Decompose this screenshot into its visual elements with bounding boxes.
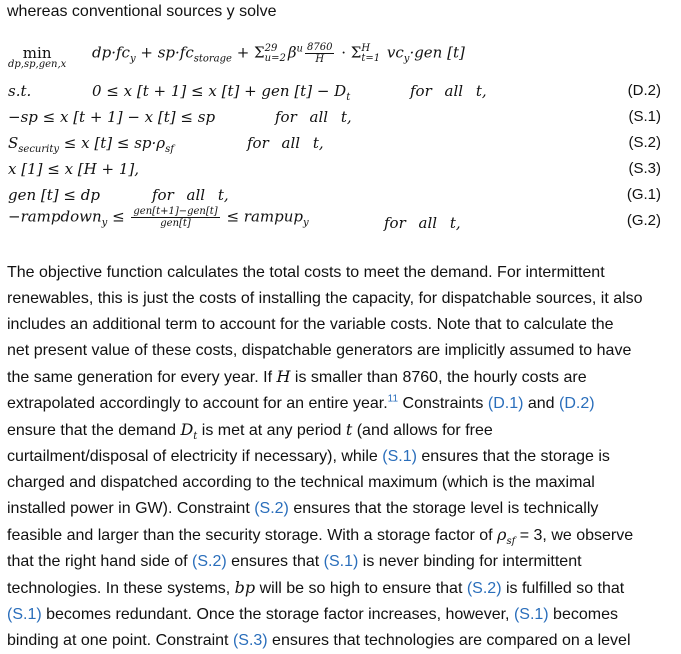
equation-reference-link[interactable]: (D.1) xyxy=(487,395,524,412)
text-run: installed power in GW). Constraint xyxy=(7,500,255,517)
text-run: ensure that the demand xyxy=(7,422,181,439)
footnote-marker[interactable]: 11 xyxy=(387,393,399,405)
text-run: (and allows for free xyxy=(352,422,493,439)
math-symbol: H xyxy=(276,367,291,386)
math-symbol: bp xyxy=(234,578,256,597)
constraint-s2-cond: for all t, xyxy=(247,134,324,152)
intro-text: whereas conventional sources y solve xyxy=(7,3,277,20)
paragraph-line xyxy=(7,286,677,312)
constraint-s1: −sp ≤ x [t + 1] − x [t] ≤ sp xyxy=(8,108,216,126)
math-symbol: ρ xyxy=(497,525,507,544)
text-run: ensures that the storage level is technically xyxy=(288,500,599,517)
equation-tag-g1: (G.1) xyxy=(626,186,661,203)
paragraph-line xyxy=(7,628,677,654)
text-run: ensures that technologies are compared on a level xyxy=(267,632,631,649)
constraint-s1-cond: for all t, xyxy=(275,108,352,126)
equation-tag-s2: (S.2) xyxy=(628,134,661,151)
text-run: ensures that xyxy=(226,553,324,570)
text-run: charged and dispatched according to the technical maximum (which is the maximal xyxy=(7,474,595,491)
constraint-d2-cond: for all t, xyxy=(410,82,487,100)
text-run: will be so high to ensure that xyxy=(255,580,467,597)
equation-tag-d2: (D.2) xyxy=(627,82,661,99)
text-run: that the right hand side of xyxy=(7,553,193,570)
text-run: becomes redundant. Once the storage factor increases, however, xyxy=(41,606,514,623)
paragraph-line xyxy=(7,364,677,391)
text-run: The objective function calculates the total costs to meet the demand. For intermittent xyxy=(7,264,605,281)
paragraph-line xyxy=(7,312,677,338)
paragraph-line xyxy=(7,470,677,496)
text-run: renewables, this is just the costs of installing the capacity, for dispatchable sources, it also xyxy=(7,290,643,307)
text-run: is never binding for intermittent xyxy=(358,553,582,570)
paragraph-line xyxy=(7,575,677,602)
objective-min: min dp,sp,gen,x xyxy=(8,44,67,70)
paragraph-line xyxy=(7,549,677,575)
text-run: technologies. In these systems, xyxy=(7,580,235,597)
equation-reference-link[interactable]: (S.1) xyxy=(7,606,42,623)
equation-reference-link[interactable]: (S.3) xyxy=(232,632,268,649)
paragraph-line xyxy=(7,496,677,522)
constraint-d2: 0 ≤ x [t + 1] ≤ x [t] + gen $[t] - D_t$ xyxy=(92,82,351,103)
text-run: binding at one point. Constraint xyxy=(7,632,233,649)
text-run: and xyxy=(523,395,560,412)
constraint-g2-cond: for all t, xyxy=(384,214,461,232)
text-run: feasible and larger than the security storage. With a storage factor of xyxy=(7,527,498,544)
paragraph-line xyxy=(7,522,677,549)
math-subscript: sf xyxy=(506,536,516,548)
paragraph-line xyxy=(7,602,677,628)
equation-reference-link[interactable]: (S.1) xyxy=(382,448,417,465)
constraint-s2: $S_{security} \le x$ $[t] \le sp\cdot\rho_{sf}$ xyxy=(8,134,174,155)
paragraph-line xyxy=(7,391,677,417)
equation-reference-link[interactable]: (S.2) xyxy=(254,500,289,517)
text-run: extrapolated accordingly to account for an entire year. xyxy=(7,395,388,412)
paragraph-line xyxy=(7,338,677,364)
equation-reference-link[interactable]: (S.1) xyxy=(513,606,549,623)
constraint-g1: gen [t] ≤ dp xyxy=(8,186,100,204)
constraint-g1-cond: for all t, xyxy=(152,186,229,204)
equation-tag-s1: (S.1) xyxy=(628,108,661,125)
text-run: is fulfilled so that xyxy=(501,580,625,597)
constraint-g2: −rampdown$_y$ ≤ $\frac{\text{gen[t+1]−gen[t]}}{\text{gen[t]}}$ ≤ rampup$_y$ xyxy=(8,206,309,229)
text-run: is smaller than 8760, the hourly costs are xyxy=(290,369,587,386)
objective-expression: $dp\cdot fc_y + sp\cdot fc_{storage} + \Sigma$ 29 u=2 $\beta^u$ $\frac{8760}{H}$ · Σ H t=1 $vc_y\cdot gen$ [t] xyxy=(92,42,465,65)
equation-reference-link[interactable]: (D.2) xyxy=(559,395,595,412)
text-run: = 3, we observe xyxy=(515,527,634,544)
text-run: includes an additional term to account for the variable costs. Note that to calculate the xyxy=(7,316,614,333)
constraint-st-label: s.t. xyxy=(8,82,32,100)
paragraph-line xyxy=(7,260,677,286)
equation-reference-link[interactable]: (S.2) xyxy=(192,553,227,570)
constraint-s3: x [1] ≤ x [H + 1], xyxy=(8,160,140,178)
text-run: becomes xyxy=(548,606,618,623)
text-run: Constraints xyxy=(398,395,488,412)
text-run: ensures that the storage is xyxy=(416,448,610,465)
paragraph-line xyxy=(7,417,677,444)
text-run: net present value of these costs, dispatchable generators are implicitly assumed to have xyxy=(7,342,632,359)
text-run: the same generation for every year. If xyxy=(7,369,277,386)
text-run: is met at any period xyxy=(197,422,346,439)
paragraph-line xyxy=(7,444,677,470)
math-symbol: t xyxy=(345,420,353,439)
text-run: curtailment/disposal of electricity if necessary), while xyxy=(7,448,383,465)
math-subscript: t xyxy=(193,431,198,443)
equation-tag-g2: (G.2) xyxy=(626,212,661,229)
math-symbol: D xyxy=(180,420,194,439)
equation-tag-s3: (S.3) xyxy=(628,160,661,177)
equation-reference-link[interactable]: (S.1) xyxy=(323,553,359,570)
body-paragraph xyxy=(7,260,677,654)
equation-reference-link[interactable]: (S.2) xyxy=(466,580,502,597)
